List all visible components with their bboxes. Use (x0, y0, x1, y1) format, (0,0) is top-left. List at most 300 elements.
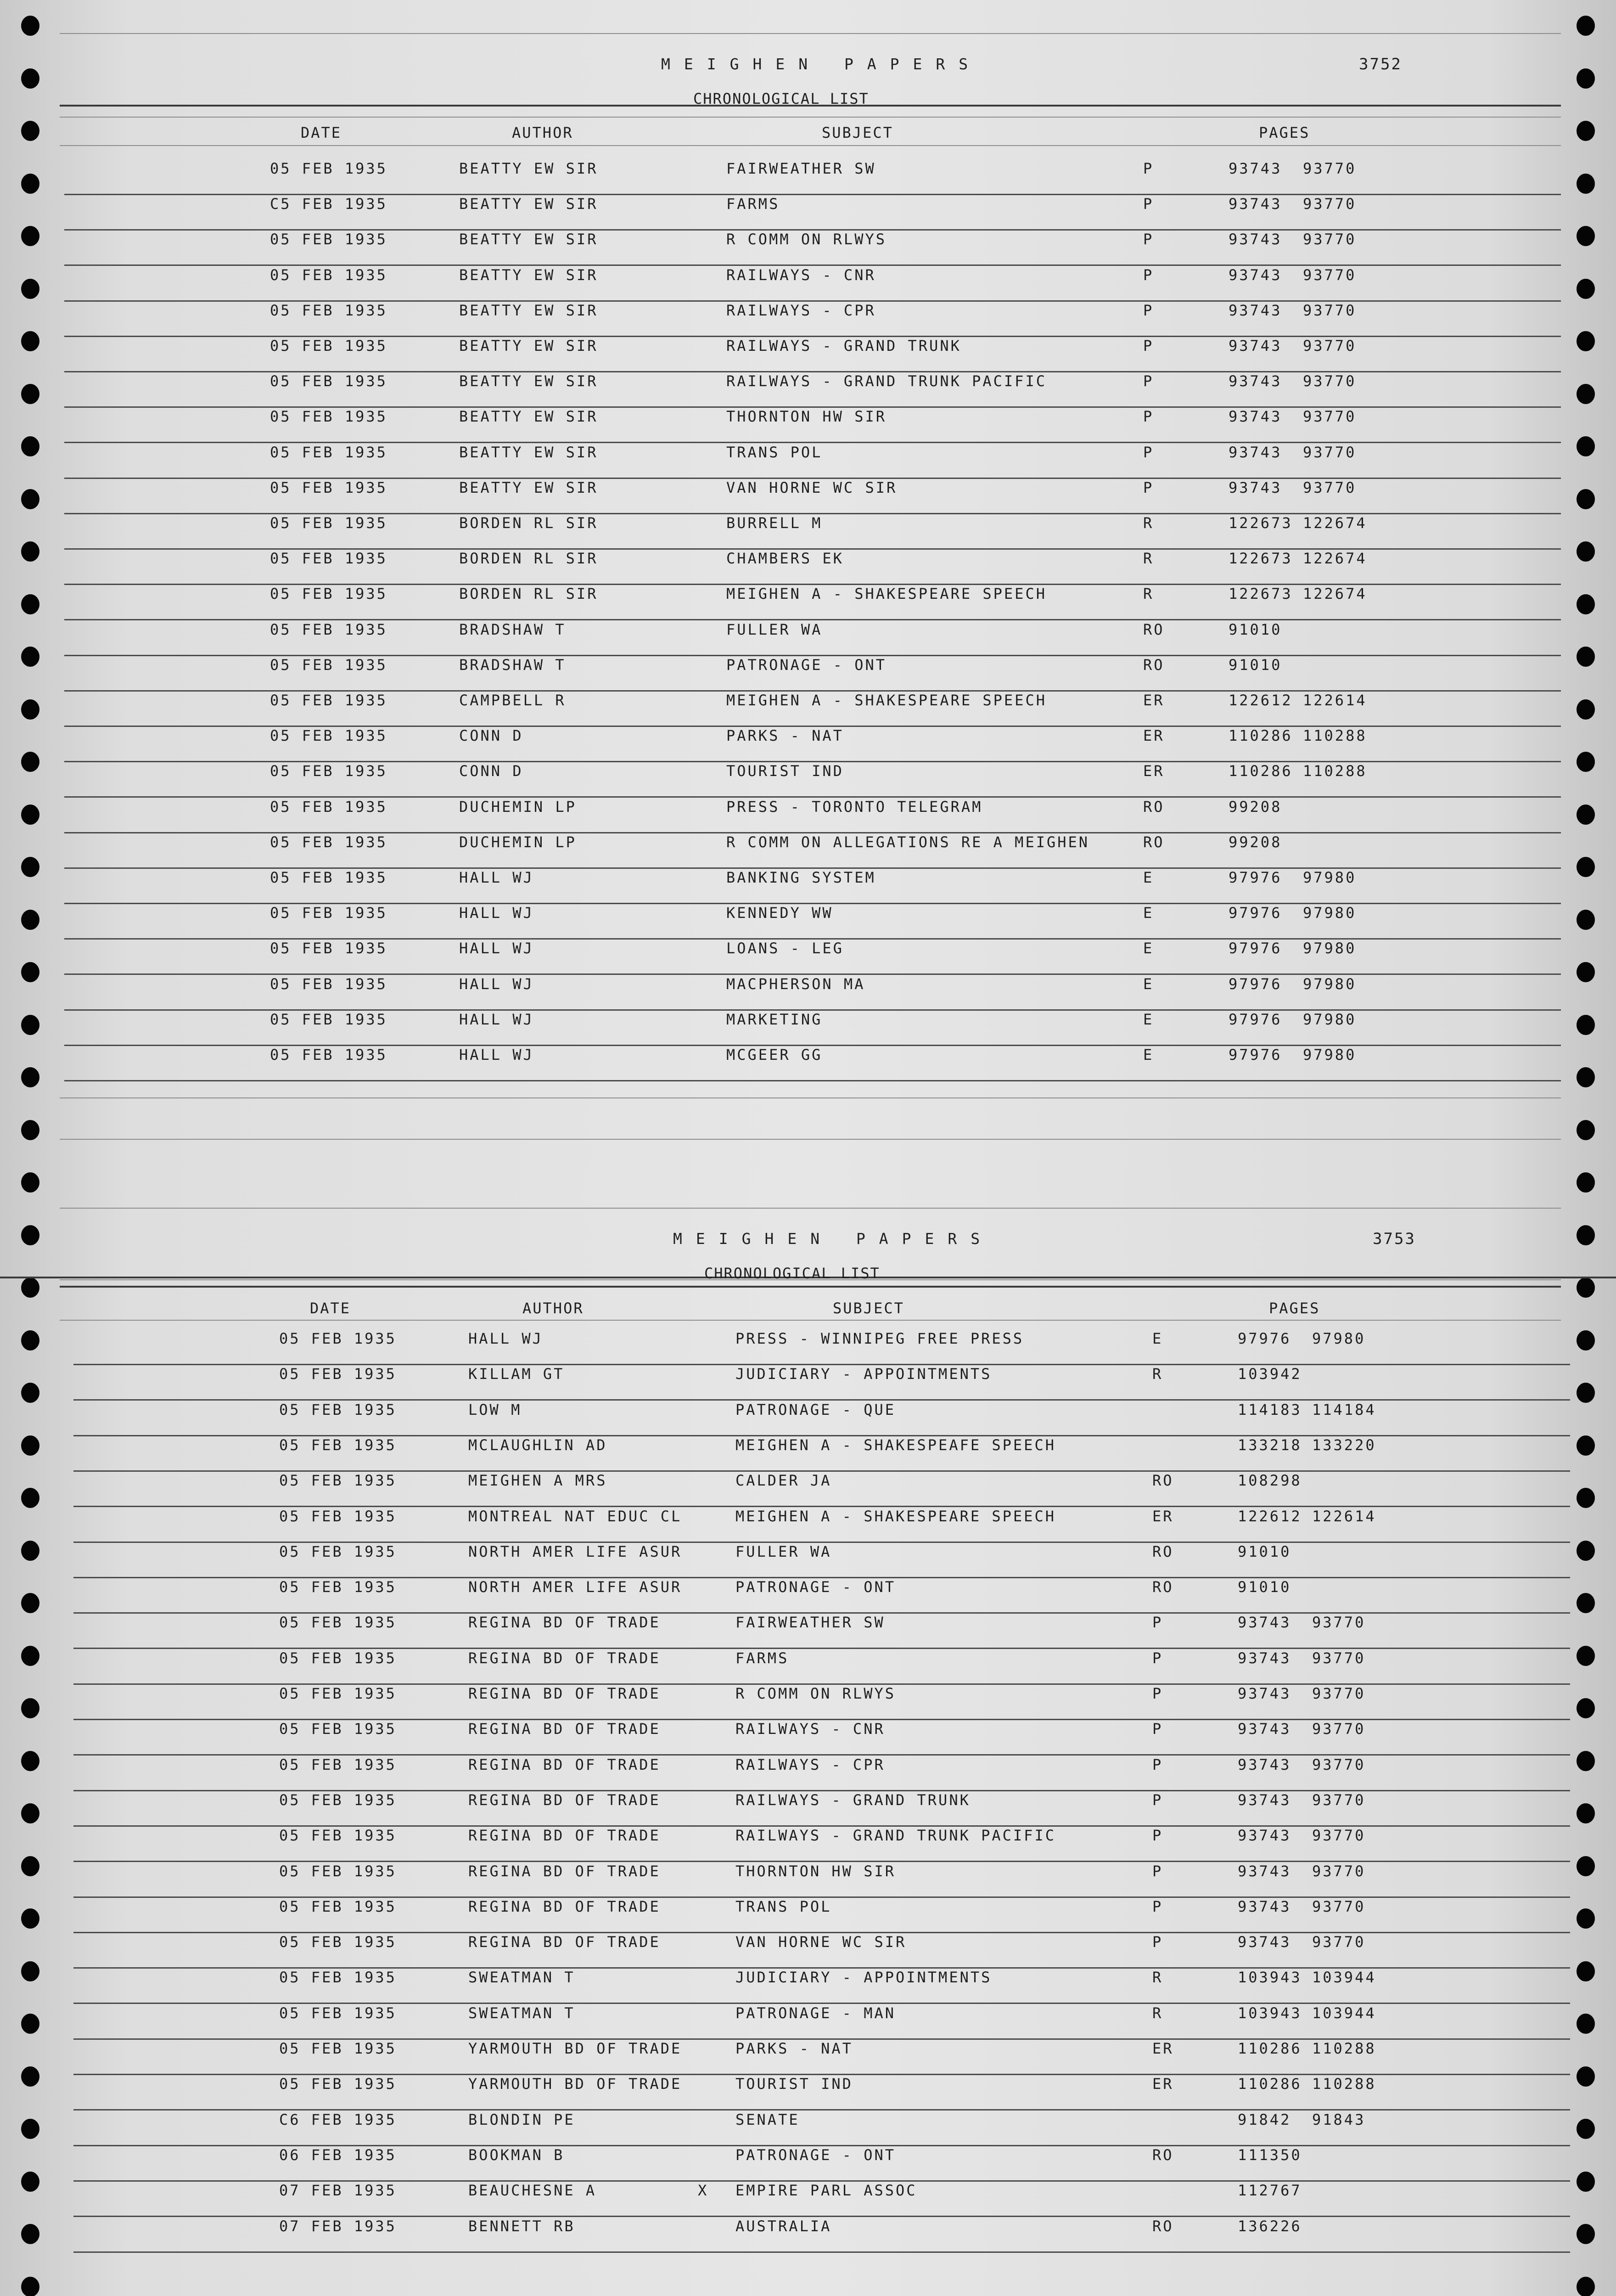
entry-page-start: 93743 (1238, 1614, 1291, 1632)
table-row (9, 1330, 1616, 1365)
entry-author: HALL WJ (459, 1010, 534, 1028)
entry-page-start: 103943 (1238, 1969, 1302, 1986)
entry-date: C6 FEB 1935 (279, 2110, 397, 2128)
header-date: DATE (310, 1300, 351, 1317)
entry-page-end: 122674 (1303, 550, 1367, 568)
entry-date: 05 FEB 1935 (279, 1685, 397, 1702)
entry-subject: PARKS - NAT (735, 2040, 853, 2057)
table-row (9, 1933, 1616, 1969)
list-subtitle: CHRONOLOGICAL LIST (693, 90, 869, 107)
entry-page-end: 93770 (1303, 443, 1357, 461)
table-row (9, 2111, 1616, 2146)
entry-page-start: 103942 (1238, 1365, 1302, 1383)
entry-subject: R COMM ON RLWYS (735, 1685, 896, 1702)
entry-subject: FAIRWEATHER SW (735, 1614, 885, 1632)
entry-page-end: 114184 (1312, 1401, 1376, 1418)
table-row (0, 195, 1616, 231)
entry-author: BEATTY EW SIR (459, 160, 598, 177)
entry-subject: JUDICIARY - APPOINTMENTS (735, 1969, 992, 1986)
entry-page-end: 93770 (1303, 301, 1357, 319)
entry-subject: LOANS - LEG (726, 940, 844, 957)
entry-author: SWEATMAN T (468, 2004, 575, 2022)
entry-date: 05 FEB 1935 (270, 301, 387, 319)
entry-code: R (1143, 550, 1154, 568)
entry-subject: PATRONAGE - MAN (735, 2004, 896, 2022)
table-row (9, 1543, 1616, 1578)
entry-date: 05 FEB 1935 (279, 1862, 397, 1880)
table-row (9, 1720, 1616, 1756)
entry-page-end: 93770 (1303, 478, 1357, 496)
sprocket-hole-icon (21, 1225, 39, 1245)
entry-author: HALL WJ (459, 940, 534, 957)
entry-date: 05 FEB 1935 (279, 1897, 397, 1915)
entry-author: REGINA BD OF TRADE (468, 1897, 661, 1915)
entry-page-start: 93743 (1229, 443, 1282, 461)
table-row (0, 302, 1616, 337)
entry-code: P (1143, 301, 1154, 319)
entry-page-end: 93770 (1303, 408, 1357, 426)
entry-date: 05 FEB 1935 (279, 1969, 397, 1986)
entry-page-start: 91842 (1238, 2110, 1291, 2128)
entry-page-start: 93743 (1229, 266, 1282, 284)
entry-author: MONTREAL NAT EDUC CL (468, 1507, 682, 1525)
entry-subject: RAILWAYS - CNR (735, 1720, 885, 1738)
table-row (0, 372, 1616, 408)
entry-page-end: 91843 (1312, 2110, 1366, 2128)
entry-date: 07 FEB 1935 (279, 2182, 397, 2200)
entry-author: BEATTY EW SIR (459, 231, 598, 248)
entry-code: ER (1152, 1507, 1174, 1525)
row-rule (73, 2251, 1570, 2253)
entry-page-start: 110286 (1238, 2075, 1302, 2093)
entry-code: E (1143, 869, 1154, 886)
entry-page-end: 93770 (1303, 337, 1357, 355)
entry-author: BEATTY EW SIR (459, 443, 598, 461)
entry-subject: THORNTON HW SIR (726, 408, 887, 426)
entry-author: BEAUCHESNE A (468, 2182, 597, 2200)
entry-author: REGINA BD OF TRADE (468, 1685, 661, 1702)
entry-subject: TRANS POL (735, 1897, 832, 1915)
entry-subject: BURRELL M (726, 514, 823, 532)
entry-code: P (1143, 337, 1154, 355)
entry-page-start: 97976 (1229, 975, 1282, 993)
sprocket-hole-icon (21, 1277, 39, 1298)
entry-page-start: 111350 (1238, 2146, 1302, 2164)
entry-author: BLONDIN PE (468, 2110, 575, 2128)
entry-author: BEATTY EW SIR (459, 372, 598, 390)
entry-subject: PRESS - WINNIPEG FREE PRESS (735, 1330, 1024, 1347)
entry-page-start: 122612 (1229, 692, 1293, 709)
entry-page-start: 93743 (1238, 1862, 1291, 1880)
entry-page-start: 91010 (1238, 1542, 1291, 1560)
sprocket-hole-icon (1577, 2277, 1595, 2296)
entry-subject: SENATE (735, 2110, 800, 2128)
entry-page-start: 93743 (1229, 231, 1282, 248)
entry-author: YARMOUTH BD OF TRADE (468, 2075, 682, 2093)
entry-date: 05 FEB 1935 (279, 1578, 397, 1596)
entry-date: 05 FEB 1935 (279, 1649, 397, 1667)
sprocket-hole-icon (21, 68, 39, 89)
table-row (9, 1578, 1616, 1614)
table-row (0, 408, 1616, 443)
table-row (0, 692, 1616, 727)
entry-author: SWEATMAN T (468, 1969, 575, 1986)
entry-page-start: 93743 (1229, 160, 1282, 177)
entry-author: REGINA BD OF TRADE (468, 1756, 661, 1773)
entry-code: RO (1152, 1542, 1174, 1560)
entry-author: BORDEN RL SIR (459, 550, 598, 568)
entry-page-end: 93770 (1303, 372, 1357, 390)
entry-date: 05 FEB 1935 (279, 2040, 397, 2057)
entry-author: HALL WJ (459, 1046, 534, 1064)
entry-code: R (1152, 1969, 1163, 1986)
entry-subject: RAILWAYS - GRAND TRUNK (726, 337, 961, 355)
table-row (9, 2217, 1616, 2253)
entry-subject: PATRONAGE - QUE (735, 1401, 896, 1418)
entry-author: MEIGHEN A MRS (468, 1472, 607, 1490)
entry-author: HALL WJ (459, 904, 534, 922)
entry-page-start: 97976 (1229, 904, 1282, 922)
entry-date: 05 FEB 1935 (279, 1401, 397, 1418)
entry-author: DUCHEMIN LP (459, 833, 577, 851)
entry-subject: CHAMBERS EK (726, 550, 844, 568)
entry-code: RO (1143, 833, 1165, 851)
entry-author: KILLAM GT (468, 1365, 565, 1383)
entry-code: E (1143, 904, 1154, 922)
entry-date: 05 FEB 1935 (270, 514, 387, 532)
entry-date: 05 FEB 1935 (279, 1791, 397, 1809)
sprocket-hole-icon (21, 121, 39, 141)
table-row (9, 1685, 1616, 1720)
entry-code: E (1152, 1330, 1163, 1347)
row-rule (64, 1080, 1561, 1081)
entry-date: 05 FEB 1935 (270, 160, 387, 177)
header-pages: PAGES (1269, 1300, 1320, 1317)
table-row (9, 1969, 1616, 2004)
entry-date: 05 FEB 1935 (279, 1542, 397, 1560)
entry-page-end: 122674 (1303, 585, 1367, 603)
entry-author: CONN D (459, 762, 523, 780)
entry-code: P (1143, 160, 1154, 177)
entry-code: P (1143, 443, 1154, 461)
page-number: 3752 (1359, 55, 1402, 73)
entry-author: BOOKMAN B (468, 2146, 565, 2164)
table-row (9, 2146, 1616, 2182)
entry-page-start: 93743 (1238, 1756, 1291, 1773)
entry-code: P (1143, 195, 1154, 213)
entry-date: 05 FEB 1935 (270, 869, 387, 886)
entry-date: 05 FEB 1935 (270, 798, 387, 816)
entry-page-end: 97980 (1303, 1046, 1357, 1064)
entry-code: RO (1143, 656, 1165, 674)
entry-page-end: 122614 (1303, 692, 1367, 709)
page-number: 3753 (1373, 1230, 1416, 1248)
entry-author: NORTH AMER LIFE ASUR (468, 1578, 682, 1596)
entry-code: P (1152, 1756, 1163, 1773)
entry-date: 05 FEB 1935 (270, 975, 387, 993)
entry-page-end: 110288 (1312, 2040, 1376, 2057)
header-rule (60, 145, 1561, 146)
header-pages: PAGES (1259, 124, 1310, 141)
table-row (0, 444, 1616, 479)
entry-author: BEATTY EW SIR (459, 337, 598, 355)
entry-code: P (1143, 266, 1154, 284)
entry-code: P (1152, 1614, 1163, 1632)
entry-code: P (1152, 1933, 1163, 1951)
entry-author: CAMPBELL R (459, 692, 566, 709)
entry-subject: MCGEER GG (726, 1046, 823, 1064)
entry-author: REGINA BD OF TRADE (468, 1791, 661, 1809)
sprocket-hole-icon (21, 1120, 39, 1140)
entry-subject: EMPIRE PARL ASSOC (735, 2182, 917, 2200)
entry-code: RO (1152, 2217, 1174, 2235)
entry-page-end: 133220 (1312, 1436, 1376, 1454)
entry-code: R (1152, 2004, 1163, 2022)
entry-page-start: 97976 (1229, 940, 1282, 957)
entry-date: 05 FEB 1935 (270, 266, 387, 284)
entry-date: 05 FEB 1935 (270, 762, 387, 780)
entry-page-start: 93743 (1238, 1720, 1291, 1738)
entry-code: ER (1143, 727, 1165, 745)
entry-author: HALL WJ (459, 975, 534, 993)
entry-date: 05 FEB 1935 (279, 1614, 397, 1632)
entry-subject: RAILWAYS - CPR (726, 301, 876, 319)
entry-subject: RAILWAYS - GRAND TRUNK PACIFIC (726, 372, 1047, 390)
entry-page-start: 93743 (1238, 1897, 1291, 1915)
entry-author: LOW M (468, 1401, 522, 1418)
entry-code: ER (1152, 2040, 1174, 2057)
entry-code: P (1152, 1720, 1163, 1738)
entry-subject: TRANS POL (726, 443, 823, 461)
entry-date: 05 FEB 1935 (270, 337, 387, 355)
entry-subject: TOURIST IND (726, 762, 844, 780)
entry-subject: AUSTRALIA (735, 2217, 832, 2235)
table-row (0, 1046, 1616, 1081)
table-row (9, 1649, 1616, 1685)
table-row (0, 940, 1616, 975)
entry-author: REGINA BD OF TRADE (468, 1862, 661, 1880)
entry-page-start: 93743 (1229, 195, 1282, 213)
entry-code: RO (1143, 620, 1165, 638)
entry-subject: RAILWAYS - CNR (726, 266, 876, 284)
entry-subject: JUDICIARY - APPOINTMENTS (735, 1365, 992, 1383)
page-title: MEIGHEN PAPERS (673, 1230, 994, 1248)
entry-subject: MEIGHEN A - SHAKESPEARE SPEECH (735, 1507, 1056, 1525)
entry-code: P (1152, 1791, 1163, 1809)
entry-date: 07 FEB 1935 (279, 2217, 397, 2235)
entry-author: DUCHEMIN LP (459, 798, 577, 816)
entry-author: BEATTY EW SIR (459, 266, 598, 284)
table-row (0, 1011, 1616, 1046)
entry-page-start: 110286 (1229, 762, 1293, 780)
sprocket-hole-icon (1577, 68, 1595, 89)
table-row (9, 1863, 1616, 1898)
entry-page-start: 136226 (1238, 2217, 1302, 2235)
entry-subject: MARKETING (726, 1010, 823, 1028)
table-row (0, 727, 1616, 762)
entry-page-end: 93770 (1312, 1933, 1366, 1951)
entry-date: 05 FEB 1935 (270, 904, 387, 922)
entry-page-start: 93743 (1229, 408, 1282, 426)
entry-subject: THORNTON HW SIR (735, 1862, 896, 1880)
entry-subject: R COMM ON ALLEGATIONS RE A MEIGHEN (726, 833, 1090, 851)
sprocket-hole-icon (21, 1172, 39, 1193)
entry-page-start: 93743 (1238, 1933, 1291, 1951)
top-rule (60, 33, 1561, 34)
entry-code: P (1152, 1685, 1163, 1702)
header-author: AUTHOR (512, 124, 573, 141)
entry-page-start: 93743 (1238, 1685, 1291, 1702)
entry-page-start: 110286 (1238, 2040, 1302, 2057)
entry-page-end: 122674 (1303, 514, 1367, 532)
sprocket-hole-icon (21, 16, 39, 36)
entry-page-start: 97976 (1229, 1010, 1282, 1028)
table-row (9, 2004, 1616, 2040)
entry-subject: FARMS (726, 195, 780, 213)
table-row (9, 1898, 1616, 1933)
entry-page-end: 97980 (1303, 975, 1357, 993)
entry-date: 05 FEB 1935 (270, 940, 387, 957)
table-row (9, 1365, 1616, 1401)
entry-code: E (1143, 1010, 1154, 1028)
entry-code: P (1143, 372, 1154, 390)
entry-subject: FAIRWEATHER SW (726, 160, 876, 177)
entry-subject: RAILWAYS - GRAND TRUNK PACIFIC (735, 1827, 1056, 1845)
entry-page-end: 93770 (1312, 1649, 1366, 1667)
entry-date: 05 FEB 1935 (270, 656, 387, 674)
entry-code: E (1143, 975, 1154, 993)
table-row (9, 1472, 1616, 1507)
entry-code: ER (1143, 762, 1165, 780)
table-row (0, 160, 1616, 195)
entry-date: 05 FEB 1935 (270, 585, 387, 603)
entry-subject: VAN HORNE WC SIR (726, 478, 898, 496)
entry-code: P (1143, 408, 1154, 426)
entry-code: RO (1152, 1472, 1174, 1490)
entry-page-end: 110288 (1312, 2075, 1376, 2093)
entry-page-end: 97980 (1312, 1330, 1366, 1347)
blank-rule (60, 1139, 1561, 1140)
table-row (9, 1508, 1616, 1543)
entry-page-end: 93770 (1312, 1720, 1366, 1738)
entry-date: 05 FEB 1935 (270, 478, 387, 496)
header-author: AUTHOR (522, 1300, 584, 1317)
entry-date: 05 FEB 1935 (270, 1046, 387, 1064)
table-row (9, 2040, 1616, 2075)
table-row (0, 231, 1616, 266)
table-row (0, 585, 1616, 620)
subtitle-rule (60, 117, 1561, 118)
blank-rule (60, 1097, 1561, 1098)
entry-author: BEATTY EW SIR (459, 478, 598, 496)
entry-subject: PATRONAGE - ONT (726, 656, 887, 674)
entry-page-end: 110288 (1303, 727, 1367, 745)
entry-page-start: 93743 (1238, 1827, 1291, 1845)
header-subject: SUBJECT (833, 1300, 904, 1317)
entry-date: 05 FEB 1935 (270, 692, 387, 709)
table-row (0, 514, 1616, 550)
table-row (0, 479, 1616, 514)
entry-subject: MEIGHEN A - SHAKESPEARE SPEECH (726, 692, 1047, 709)
entry-date: 05 FEB 1935 (279, 1436, 397, 1454)
header-date: DATE (301, 124, 342, 141)
entry-date: 05 FEB 1935 (270, 443, 387, 461)
entry-page-start: 122673 (1229, 550, 1293, 568)
entry-subject: KENNEDY WW (726, 904, 833, 922)
entry-subject: MACPHERSON MA (726, 975, 865, 993)
sprocket-hole-icon (21, 2277, 39, 2296)
table-row (0, 833, 1616, 869)
entry-author: BEATTY EW SIR (459, 301, 598, 319)
entry-code: P (1152, 1649, 1163, 1667)
entry-date: 05 FEB 1935 (279, 1933, 397, 1951)
entry-page-end: 110288 (1303, 762, 1367, 780)
entry-date: 05 FEB 1935 (270, 1010, 387, 1028)
entry-code: E (1143, 940, 1154, 957)
entry-subject: FULLER WA (726, 620, 823, 638)
entry-page-end: 93770 (1312, 1685, 1366, 1702)
entry-date: 05 FEB 1935 (279, 1330, 397, 1347)
entry-author: REGINA BD OF TRADE (468, 1827, 661, 1845)
entry-page-end: 93770 (1303, 231, 1357, 248)
entry-date: 05 FEB 1935 (270, 550, 387, 568)
subtitle-rule (60, 1286, 1561, 1288)
table-row (0, 337, 1616, 372)
entry-date: 05 FEB 1935 (279, 1756, 397, 1773)
table-row (0, 550, 1616, 585)
entry-subject: PARKS - NAT (726, 727, 844, 745)
entry-date: 05 FEB 1935 (279, 1507, 397, 1525)
entry-mark: X (698, 2182, 709, 2200)
entry-subject: MEIGHEN A - SHAKESPEARE SPEECH (726, 585, 1047, 603)
entry-page-end: 93770 (1303, 160, 1357, 177)
entry-page-start: 122612 (1238, 1507, 1302, 1525)
sprocket-hole-icon (1577, 16, 1595, 36)
header-subject: SUBJECT (822, 124, 893, 141)
entry-date: 05 FEB 1935 (279, 1472, 397, 1490)
entry-page-end: 93770 (1312, 1862, 1366, 1880)
entry-subject: VAN HORNE WC SIR (735, 1933, 907, 1951)
entry-subject: FARMS (735, 1649, 789, 1667)
entry-author: CONN D (459, 727, 523, 745)
table-row (0, 656, 1616, 692)
entry-date: 05 FEB 1935 (279, 1365, 397, 1383)
sprocket-hole-icon (1577, 1277, 1595, 1298)
entry-page-start: 114183 (1238, 1401, 1302, 1418)
entry-page-end: 97980 (1303, 869, 1357, 886)
entry-subject: PATRONAGE - ONT (735, 2146, 896, 2164)
entry-code: ER (1152, 2075, 1174, 2093)
entry-code: P (1143, 478, 1154, 496)
entry-page-end: 93770 (1312, 1827, 1366, 1845)
entry-page-end: 93770 (1303, 266, 1357, 284)
entry-page-start: 93743 (1229, 337, 1282, 355)
entry-author: BRADSHAW T (459, 620, 566, 638)
entry-code: P (1143, 231, 1154, 248)
entry-date: 05 FEB 1935 (270, 833, 387, 851)
entry-code: P (1152, 1862, 1163, 1880)
entry-page-start: 97976 (1238, 1330, 1291, 1347)
list-subtitle: CHRONOLOGICAL LIST (704, 1265, 880, 1282)
entry-page-start: 108298 (1238, 1472, 1302, 1490)
entry-date: 05 FEB 1935 (279, 2075, 397, 2093)
entry-code: RO (1152, 2146, 1174, 2164)
entry-page-end: 97980 (1303, 940, 1357, 957)
entry-page-start: 97976 (1229, 1046, 1282, 1064)
entry-date: 05 FEB 1935 (279, 2004, 397, 2022)
sprocket-hole-icon (1577, 1120, 1595, 1140)
entry-subject: RAILWAYS - CPR (735, 1756, 885, 1773)
